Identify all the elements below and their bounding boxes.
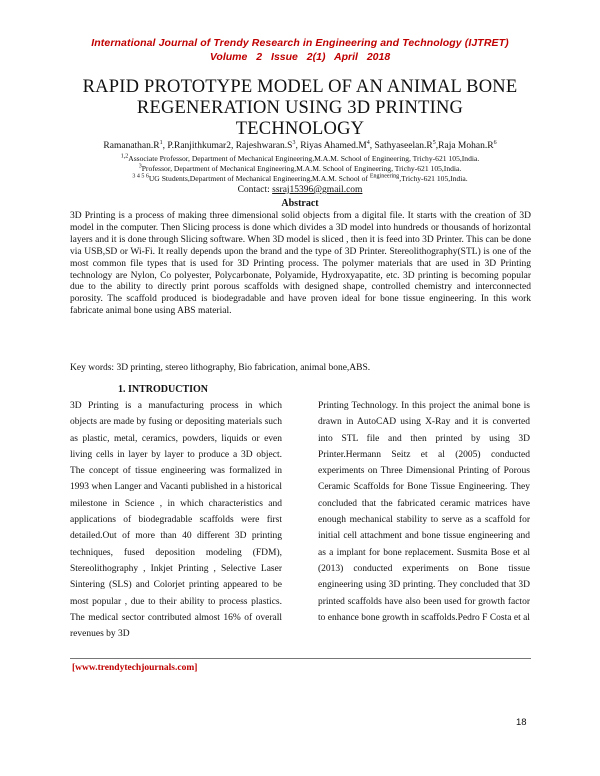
author-4-mark: 4 [366,139,370,146]
author-6: ,Raja Mohan.R [435,141,494,151]
keywords: Key words: 3D printing, stereo lithography, Bio fabrication, animal bone,ABS. [70,363,371,373]
affiliation-3-text: UG Students,Department of Mechanical Engineering,M.A.M. School of [148,174,370,183]
affiliation-3 [0,174,600,183]
paper-title-line-2: REGENERATION USING 3D PRINTING [136,98,464,118]
affiliation-1 [0,154,600,163]
author-list [0,141,600,152]
body-column-left: 3D Printing is a manufacturing process in which objects are made by fusing or depositing materials such as plastic, metal, ceramics, powders, liquids or even living cells in layer by layer to produce a 3D object. The concept of tissue engineering was formalized in 1993 when Langer and Vacanti published in a historical milestone in Science , in which characteristics and applications of biodegradable scaffolds were first detailed.Out of more than 40 different 3D printing techniques, fused deposition modeling (FDM), Stereolithography , Inkjet Printing , Selective Laser Sintering (SLS) and Colorjet printing appeared to be most popular , due to their ability to process plastics. The medical sector contributed almost 16% of overall revenues by 3D [70,401,282,640]
body-column-right: Printing Technology. In this project the animal bone is drawn in AutoCAD using X-Ray and it is converted into STL file and then printed by using 3D Printer.Hermann Seitz et al (2005) conducted experiments on Three Dimensional Printing of Porous Ceramic Scaffolds for Bone Tissue Engineering. They concluded that the fabricated ceramic matrices have enough mechanical stability to serve as a scaffold for initial cell attachment and bone tissue engineering and as a implant for bone replacement. Susmita Bose et al (2013) conducted experiments on Bone tissue engineering using 3D printing. They concluded that 3D printed scaffolds have also been used for growth factor to enhance bone growth in scaffolds.Pedro F Costa et al [318,401,530,623]
author-5: , Sathyaseelan.R [369,141,433,151]
affiliation-2-mark: 3 [138,163,142,170]
section-heading-introduction: 1. INTRODUCTION [118,384,209,395]
paper-title [60,77,540,140]
page-number: 18 [516,717,527,728]
affiliation-1-mark: 1,2 [120,153,129,160]
author-4: , Riyas Ahamed.M [295,141,367,151]
affiliation-1-text: Associate Professor, Department of Mechanical Engineering,M.A.M. School of Engineering, Trichy-621 105,India. [128,154,480,163]
abstract-body: 3D Printing is a process of making three dimensional solid objects from a digital file. It starts with the creation of 3D model in the computer. Then Slicing process is done which divides a 3D model into hundreds or thousands of horizontal layers and it is done through Slicing software. When 3D model is sliced , then it is feed into 3D Printer. This can be done via USB,SD or Wi-Fi. It really depends upon the brand and the type of 3D Printer. Stereolithography(STL) is one of the most common file types that is used for 3D Printing process. The polymer materials that are used in 3D Printing technology are Nylon, Co polyester, Polycarbonate, Polyamide, Hydroxyapatite, etc. 3D printing is becoming popular due to the ability to directly print porous scaffolds with designed shape, controlled chemistry and interconnected porosity. The scaffold produced is biodegradable and have proven ideal for bone tissue engineering. In this work fabricate animal bone using ABS material. [70,211,531,317]
paper-title-line-1: RAPID PROTOTYPE MODEL OF AN ANIMAL BONE [82,77,518,97]
contact-label: Contact: [237,185,273,195]
affiliation-3-mark-2: Engineering [369,173,400,180]
affiliation-2 [0,164,600,173]
author-1-mark: 1 [159,139,163,146]
contact-email-link[interactable]: ssraj15396@gmail.com [272,185,363,195]
footer-website-link[interactable]: [www.trendytechjournals.com] [72,663,198,673]
paper-title-line-3: TECHNOLOGY [235,119,365,139]
footer-divider [70,658,531,659]
journal-volume: Volume 2 Issue 2(1) April 2018 [209,51,391,63]
author-2-3: , P.Ranjithkumar2, Rajeshwaran.S [162,141,293,151]
affiliation-3-mark: 3 4 5 6 [132,173,149,180]
contact-line [0,185,600,195]
abstract-heading: Abstract [281,198,319,209]
author-1: Ramanathan.R [103,141,160,151]
affiliation-3-end: ,Trichy-621 105,India. [399,174,468,183]
journal-title: International Journal of Trendy Research in Engineering and Technology (IJTRET) [91,37,509,49]
affiliation-2-text: Professor, Department of Mechanical Engineering,M.A.M. School of Engineering, Trichy-621 105,India. [141,164,462,173]
author-6-mark: 6 [493,139,497,146]
author-5-mark: 5 [432,139,436,146]
author-3-mark: 3 [292,139,296,146]
